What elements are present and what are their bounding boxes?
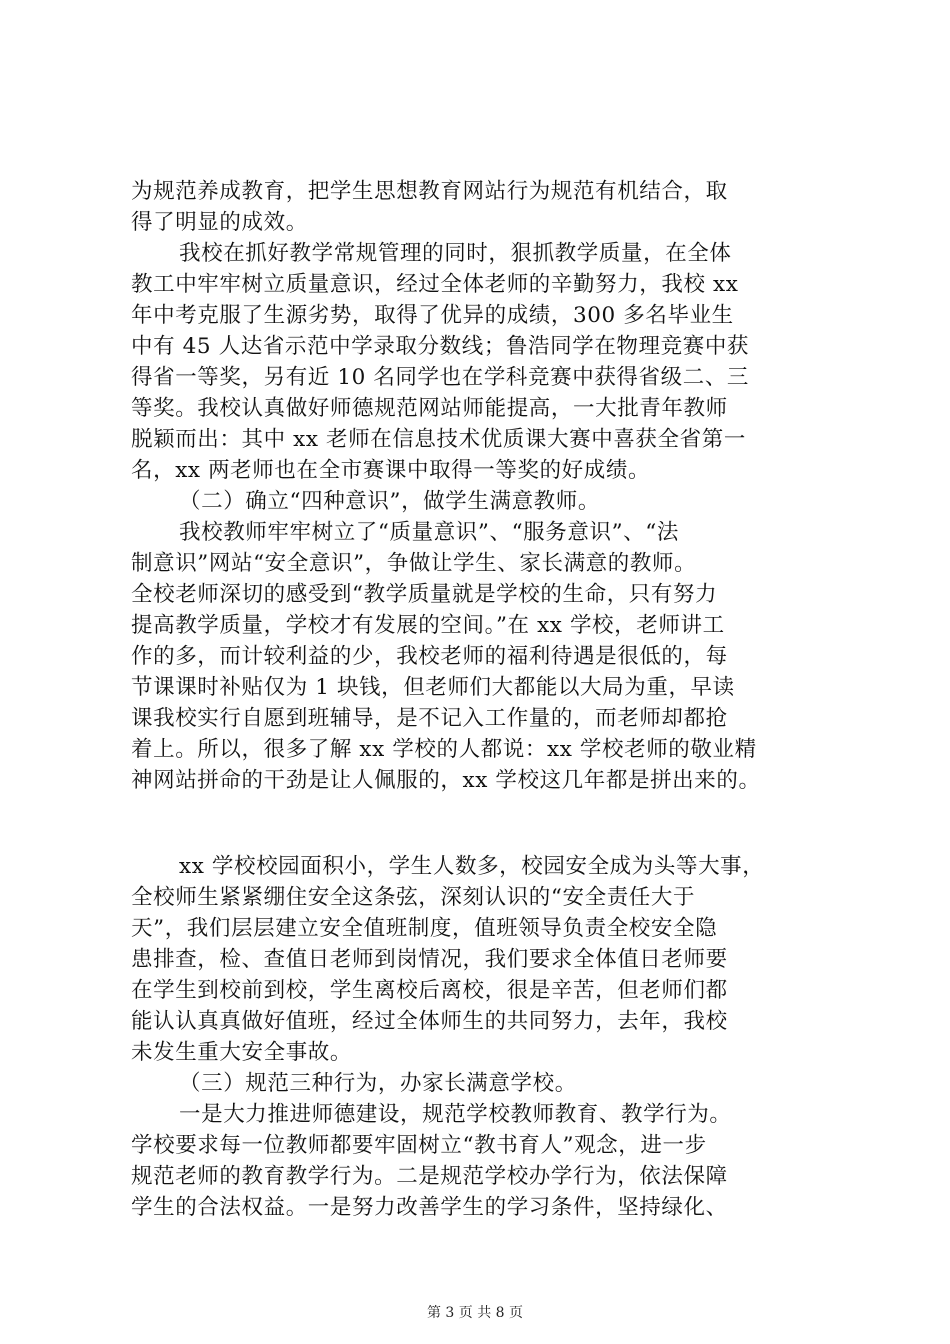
text-line: 全校师生紧紧绷住安全这条弦，深刻认识的“安全责任大于 bbox=[131, 885, 696, 910]
text-line: 得省一等奖，另有近 10 名同学也在学科竞赛中获得省级二、三 bbox=[131, 365, 750, 390]
text-line: 作的多，而计较利益的少，我校老师的福利待遇是很低的，每 bbox=[131, 644, 728, 669]
paragraph bbox=[131, 1099, 831, 1223]
section-heading bbox=[131, 486, 831, 517]
section-heading-text: （三）规范三种行为，办家长满意学校。 bbox=[179, 1071, 577, 1096]
paragraph bbox=[131, 238, 831, 486]
document-body bbox=[131, 176, 831, 1223]
section-heading bbox=[131, 1068, 831, 1099]
text-line: 着上。所以，很多了解 xx 学校的人都说：xx 学校老师的敬业精 bbox=[131, 737, 757, 762]
text-line: 学生的合法权益。一是努力改善学生的学习条件，坚持绿化、 bbox=[131, 1195, 728, 1220]
text-line: 为规范养成教育，把学生思想教育网站行为规范有机结合，取 bbox=[131, 179, 728, 204]
page-footer bbox=[0, 1302, 950, 1322]
text-line: 患排查，检、查值日老师到岗情况，我们要求全体值日老师要 bbox=[131, 947, 728, 972]
text-line: 神网站拼命的干劲是让人佩服的，xx 学校这几年都是拼出来的。 bbox=[131, 768, 761, 793]
text-line: 得了明显的成效。 bbox=[131, 210, 308, 235]
text-line: 制意识”网站“安全意识”，争做让学生、家长满意的教师。 bbox=[131, 551, 697, 576]
text-line: 中有 45 人达省示范中学录取分数线；鲁浩同学在物理竞赛中获 bbox=[131, 334, 750, 359]
paragraph-gap bbox=[131, 796, 831, 851]
text-line: 年中考克服了生源劣势，取得了优异的成绩，300 多名毕业生 bbox=[131, 303, 734, 328]
paragraph bbox=[131, 517, 831, 796]
text-line: 等奖。我校认真做好师德规范网站师能提高，一大批青年教师 bbox=[131, 396, 728, 421]
text-line: 一是大力推进师德建设，规范学校教师教育、教学行为。 bbox=[179, 1102, 732, 1127]
paragraph bbox=[131, 176, 831, 238]
text-line: 我校教师牢牢树立了“质量意识”、“服务意识”、“法 bbox=[179, 520, 679, 545]
text-line: 课我校实行自愿到班辅导，是不记入工作量的，而老师却都抢 bbox=[131, 706, 728, 731]
text-line: 我校在抓好教学常规管理的同时，狠抓教学质量，在全体 bbox=[179, 241, 732, 266]
text-line: 教工中牢牢树立质量意识，经过全体老师的辛勤努力，我校 xx bbox=[131, 272, 739, 297]
text-line: 天”，我们层层建立安全值班制度，值班领导负责全校安全隐 bbox=[131, 916, 718, 941]
text-line: 节课课时补贴仅为 1 块钱，但老师们大都能以大局为重，早读 bbox=[131, 675, 735, 700]
text-line: 能认认真真做好值班，经过全体师生的共同努力，去年，我校 bbox=[131, 1009, 728, 1034]
text-line: 规范老师的教育教学行为。二是规范学校办学行为，依法保障 bbox=[131, 1164, 728, 1189]
text-line: 脱颖而出：其中 xx 老师在信息技术优质课大赛中喜获全省第一 bbox=[131, 427, 746, 452]
page-number-indicator: 第 3 页 共 8 页 bbox=[426, 1305, 524, 1321]
section-heading-text: （二）确立“四种意识”，做学生满意教师。 bbox=[179, 489, 600, 514]
text-line: 在学生到校前到校，学生离校后离校，很是辛苦，但老师们都 bbox=[131, 978, 728, 1003]
text-line: xx 学校校园面积小，学生人数多，校园安全成为头等大事， bbox=[179, 854, 765, 879]
text-line: 全校老师深切的感受到“教学质量就是学校的生命，只有努力 bbox=[131, 582, 718, 607]
text-line: 学校要求每一位教师都要牢固树立“教书育人”观念，进一步 bbox=[131, 1133, 707, 1158]
text-line: 未发生重大安全事故。 bbox=[131, 1040, 353, 1065]
paragraph bbox=[131, 851, 831, 1068]
text-line: 提高教学质量，学校才有发展的空间。”在 xx 学校，老师讲工 bbox=[131, 613, 725, 638]
text-line: 名，xx 两老师也在全市赛课中取得一等奖的好成绩。 bbox=[131, 458, 651, 483]
